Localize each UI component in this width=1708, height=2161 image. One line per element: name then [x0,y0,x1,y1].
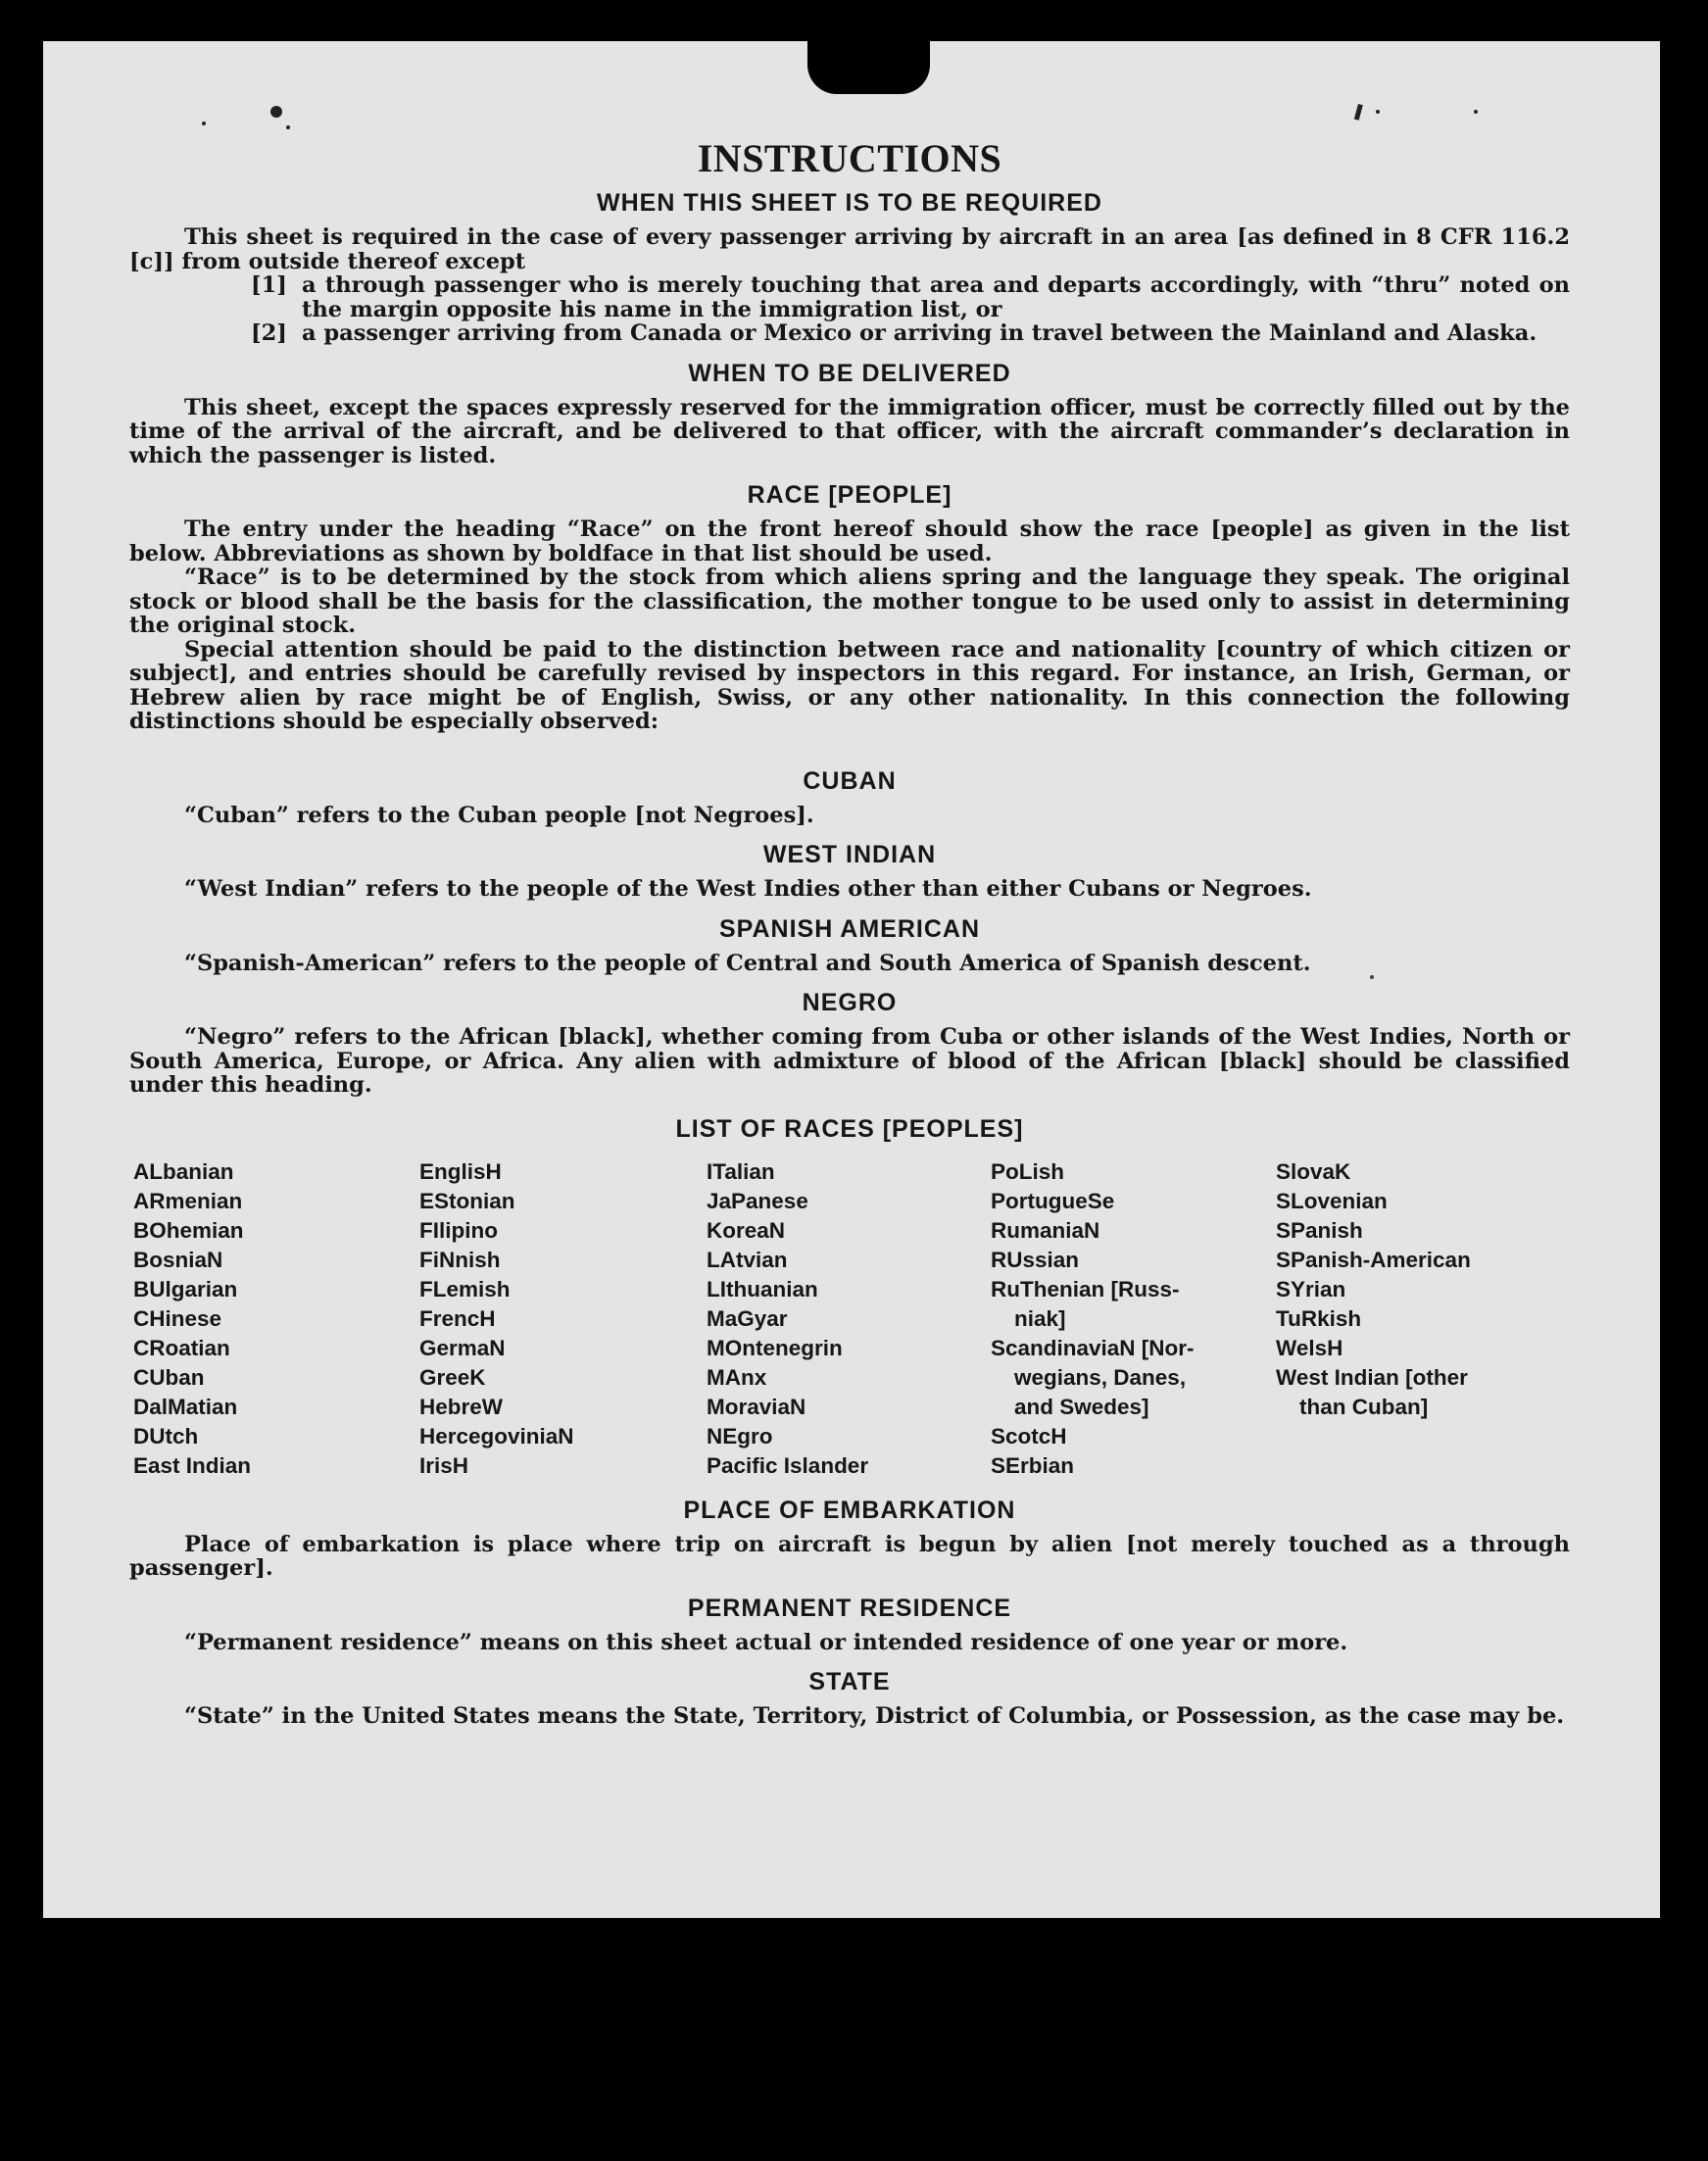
list-item: LIthuanian [707,1276,818,1302]
heading-west-indian: WEST INDIAN [762,841,937,868]
list-item: West Indian [other [1276,1364,1468,1390]
list-item: MOntenegrin [707,1335,843,1360]
race-paragraph-3: Special attention should be paid to the distinction between race and nationality [country of which citizen or subject], and entries should be carefully revised by inspectors in this regard. For instance, an Irish, German, or Hebrew alien by race might be of English, Swiss, or any other nationality. In this connection the following distinctions should be especially observed: [129,636,1570,734]
heading-state: STATE [808,1668,891,1695]
list-item-continuation: niak] [1014,1305,1066,1331]
list-item: SErbian [991,1452,1075,1478]
race-paragraph-2: “Race” is to be determined by the stock from which aliens spring and the language they speak. The original stock or blood shall be the basis for the classification, the mother tongue to be used only to assist in determining the original stock. [129,565,1570,638]
heading-races-list: LIST OF RACES [PEOPLES] [675,1114,1024,1143]
west-indian-text: “West Indian” refers to the people of the West Indies other than either Cubans or Negroes. [184,876,1312,902]
state-text: “State” in the United States means the State, Territory, District of Columbia, or Possession, as the case may be. [184,1703,1565,1729]
list-item: LAtvian [707,1247,788,1272]
list-item: ScotcH [991,1423,1067,1449]
list-item: WelsH [1276,1335,1343,1360]
heading-negro: NEGRO [802,989,898,1016]
list-item: DalMatian [133,1394,238,1419]
list-item [251,273,1570,321]
list-item: MaGyar [707,1305,788,1331]
list-item: HercegoviniaN [419,1423,574,1449]
list-item: TuRkish [1276,1305,1362,1331]
list-item-continuation: wegians, Danes, [1014,1364,1187,1390]
heading-spanish-american: SPANISH AMERICAN [718,914,980,943]
list-item: East Indian [133,1452,252,1478]
list-item: FIlipino [419,1217,498,1243]
list-item: PoLish [991,1158,1065,1184]
list-item: GermaN [419,1335,506,1360]
item-text: a through passenger who is merely touching that area and departs accordingly, with “thru” noted on the margin opposite his name in the immigration list, or [302,272,1570,322]
item-number: [2] [251,320,287,346]
heading-delivered: WHEN TO BE DELIVERED [688,359,1011,387]
list-item: RumaniaN [991,1217,1100,1243]
heading-cuban: CUBAN [803,766,897,795]
spanish-american-text: “Spanish-American” refers to the people of Central and South America of Spanish descent. [184,950,1311,976]
list-item: CUban [133,1364,205,1390]
list-item: NEgro [707,1423,773,1449]
list-item: ARmenian [133,1188,243,1213]
list-item: FrencH [419,1305,496,1331]
required-intro: This sheet is required in the case of every passenger arriving by aircraft in an area [as defined in 8 CFR 116.2 [c]] from outside thereof except [129,224,1570,274]
list-item: PortugueSe [991,1188,1115,1213]
list-item: GreeK [419,1364,486,1390]
races-list [133,1157,1570,1481]
list-item: CRoatian [133,1335,230,1360]
list-item: JaPanese [707,1188,808,1213]
list-item-continuation: and Swedes] [1014,1394,1149,1419]
heading-residence: PERMANENT RESIDENCE [687,1594,1012,1622]
list-item: KoreaN [707,1217,786,1243]
list-item [251,321,1570,346]
list-item: CHinese [133,1305,222,1331]
list-item: ScandinaviaN [Nor- [991,1335,1195,1360]
list-item: SlovaK [1276,1158,1351,1184]
document-sheet [43,41,1660,1918]
races-column-2 [419,1157,707,1481]
list-item: SPanish [1276,1217,1363,1243]
races-column-1 [133,1157,419,1481]
list-item: DUtch [133,1423,199,1449]
races-column-5 [1276,1157,1570,1481]
item-text: a passenger arriving from Canada or Mexico or arriving in travel between the Mainland and Alaska. [302,320,1537,346]
heading-embarkation: PLACE OF EMBARKATION [683,1496,1016,1524]
list-item: SPanish-American [1276,1247,1471,1272]
item-number: [1] [251,272,287,298]
list-item-continuation: than Cuban] [1299,1394,1429,1419]
cuban-text: “Cuban” refers to the Cuban people [not Negroes]. [184,802,814,828]
list-item: RUssian [991,1247,1080,1272]
list-item: BosniaN [133,1247,223,1272]
list-item: EStonian [419,1188,515,1213]
negro-text: “Negro” refers to the African [black], whether coming from Cuba or other islands of the West Indies, North or South America, Europe, or Africa. Any alien with admixture of blood of the African [black] should be classified under this heading. [129,1024,1570,1098]
list-item: ITalian [707,1158,775,1184]
delivered-text: This sheet, except the spaces expressly reserved for the immigration officer, must be correctly filled out by the time of the arrival of the aircraft, and be delivered to that officer, with the aircraft commander’s declaration in which the passenger is listed. [129,394,1570,468]
heading-race: RACE [PEOPLE] [747,481,952,509]
required-exceptions [251,273,1570,346]
races-column-3 [707,1157,991,1481]
list-item: Pacific Islander [707,1452,869,1478]
list-item: IrisH [419,1452,469,1478]
list-item: HebreW [419,1394,504,1419]
list-item: ALbanian [133,1158,234,1184]
embarkation-text: Place of embarkation is place where trip on aircraft is begun by alien [not merely touched as a through passenger]. [129,1531,1570,1581]
list-item: FLemish [419,1276,511,1302]
list-item: RuThenian [Russ- [991,1276,1180,1302]
list-item: MAnx [707,1364,767,1390]
sheet-notch [807,39,930,94]
list-item: MoraviaN [707,1394,806,1419]
list-item: BOhemian [133,1217,244,1243]
heading-required: WHEN THIS SHEET IS TO BE REQUIRED [597,189,1102,217]
list-item: EnglisH [419,1158,502,1184]
race-paragraph-1: The entry under the heading “Race” on the front hereof should show the race [people] as given in the list below. Abbreviations as shown by boldface in that list should be used. [129,516,1570,566]
list-item: SLovenian [1276,1188,1388,1213]
list-item: SYrian [1276,1276,1346,1302]
list-item: BUlgarian [133,1276,238,1302]
residence-text: “Permanent residence” means on this sheet actual or intended residence of one year or more. [184,1629,1348,1655]
races-column-4 [991,1157,1276,1481]
page-title: INSTRUCTIONS [697,136,1002,180]
list-item: FiNnish [419,1247,501,1272]
